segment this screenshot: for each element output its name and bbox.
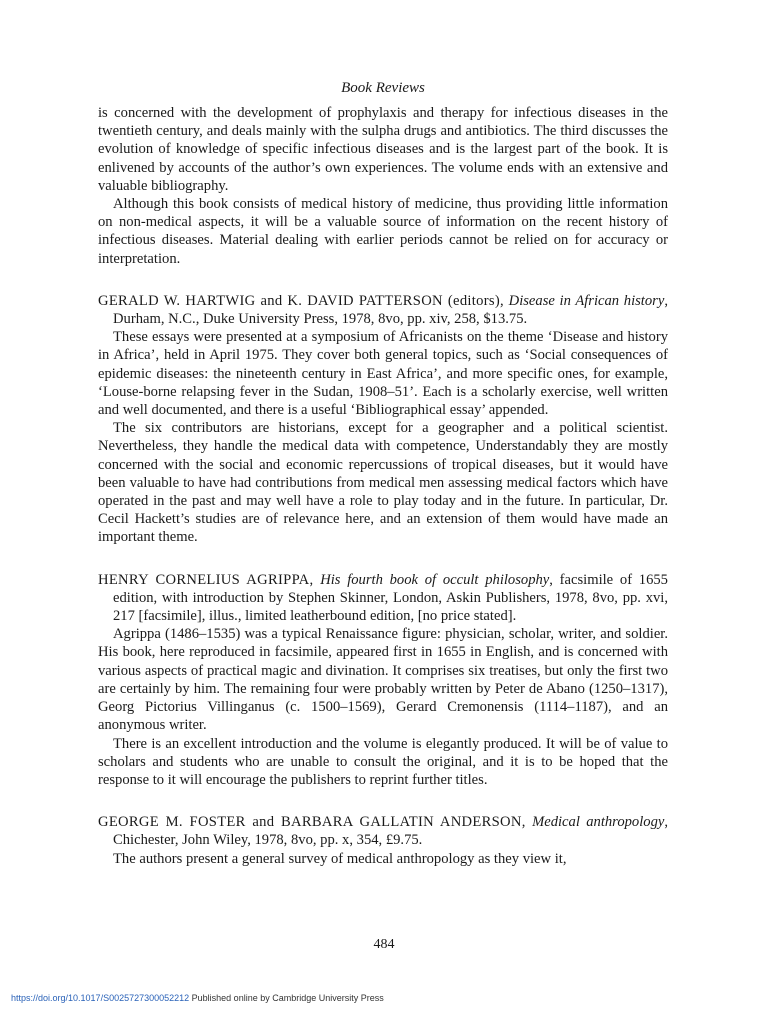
review-citation [98, 813, 668, 849]
page-number: 484 [373, 937, 395, 952]
review-details: , facsimile of 1655 edition, with introduction by Stephen Skinner, London, Askin Publishers, 1978, 8vo, pp. xvi, 217 [facsimile], illus., limited leatherbound edition, [no price stated]. [113, 571, 668, 625]
footer [11, 993, 384, 1003]
review-entry-foster [98, 813, 668, 868]
review-entry-hartwig [98, 292, 668, 547]
review-authors: GEORGE M. FOSTER and BARBARA GALLATIN ANDERSON, [98, 814, 526, 831]
review-paragraph: The authors present a general survey of medical anthropology as they view it, [113, 850, 567, 867]
publisher-note: Published online by Cambridge University Press [189, 993, 384, 1003]
doi-link[interactable]: https://doi.org/10.1017/S0025727300052212 [11, 993, 190, 1003]
review-title: His fourth book of occult philosophy [320, 571, 550, 588]
review-title: Medical anthropology [532, 814, 665, 831]
review-paragraph: These essays were presented at a symposium of Africanists on the theme ‘Disease and history in Africa’, held in April 1975. They cover both general topics, such as ‘Social consequences of epidemic diseases: the nineteenth century in East Africa’, and more specific ones, for example, ‘Louse-borne relapsing fever in the Sudan, 1908–51’. Each is a scholarly exercise, well written and well documented, and there is a useful ‘Bibliographical essay’ appended. [98, 329, 668, 419]
review-citation [98, 571, 668, 626]
page-body [98, 78, 668, 868]
review-authors: HENRY CORNELIUS AGRIPPA, [98, 571, 314, 588]
continuation-paragraph-2: Although this book consists of medical history of medicine, thus providing little information on non-medical aspects, it will be a valuable source of information on the recent history of infectious diseases. Material dealing with earlier periods cannot be relied on for accuracy or interpretation. [98, 196, 668, 267]
review-paragraph: The six contributors are historians, except for a geographer and a political scientist. Nevertheless, they handle the medical data with competence, Understandably they are mostly concerned with the social and economic repercussions of tropical diseases, but it would have been valuable to have had contributions from medical men assessing medical factors which have operated in the past and may well have a role to play today and in the future. In particular, Dr. Cecil Hackett’s studies are of relevance here, and an extension of them would have made an important theme. [98, 420, 668, 546]
review-citation [98, 292, 668, 328]
review-details: , Chichester, John Wiley, 1978, 8vo, pp. x, 354, £9.75. [113, 814, 668, 849]
review-entry-agrippa [98, 571, 668, 789]
continuation-paragraph-1: is concerned with the development of prophylaxis and therapy for infectious diseases in the twentieth century, and deals mainly with the sulpha drugs and antibiotics. The third discusses the evolution of knowledge of specific infectious diseases and is the largest part of the book. It is enlivened by accounts of the author’s own experiences. The volume ends with an extensive and valuable bibliography. [98, 105, 668, 194]
running-head: Book Reviews [341, 80, 425, 96]
review-title: Disease in African history [508, 292, 665, 309]
review-paragraph: There is an excellent introduction and the volume is elegantly produced. It will be of value to scholars and students who are unable to consult the original, and it is to be hoped that the response to it will encourage the publishers to reprint further titles. [98, 735, 668, 788]
review-details: , Durham, N.C., Duke University Press, 1978, 8vo, pp. xiv, 258, $13.75. [113, 292, 668, 328]
review-paragraph: Agrippa (1486–1535) was a typical Renaissance figure: physician, scholar, writer, and soldier. His book, here reproduced in facsimile, appeared first in 1655 in English, and is concerned with various aspects of practical magic and divination. It comprises six treatises, but only the first two are certainly by him. The remaining four were probably written by Peter de Abano (1250–1317), Georg Pictorius Villinganus (c. 1500–1569), Gerard Cremonensis (1114–1187), and an anonymous writer. [98, 626, 668, 734]
review-authors: GERALD W. HARTWIG and K. DAVID PATTERSON (editors), [98, 292, 504, 309]
